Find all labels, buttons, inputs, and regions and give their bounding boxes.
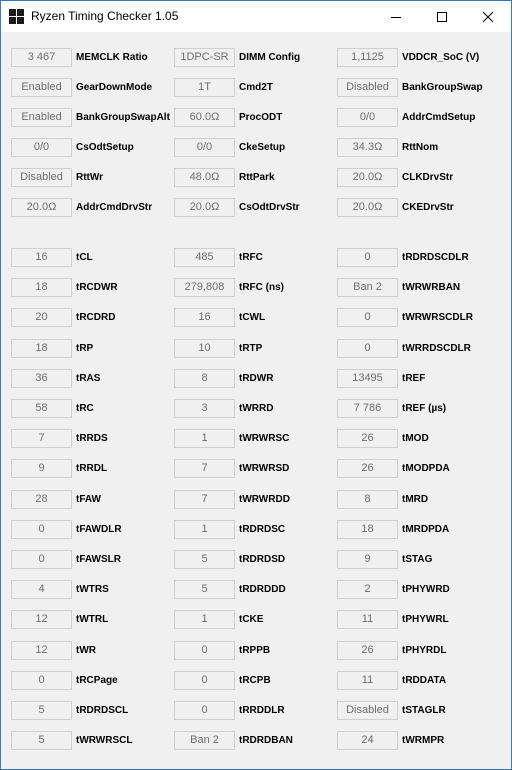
trcdwr-label: tRCDWR — [76, 282, 118, 293]
trfc-ns-value: 279,808 — [174, 278, 235, 297]
tras-label: tRAS — [76, 373, 101, 384]
trdrdsd-value: 5 — [174, 550, 235, 569]
clkdrvstr-value: 20.0Ω — [337, 168, 398, 187]
trrds-label: tRRDS — [76, 433, 108, 444]
tmrdpda-label: tMRDPDA — [402, 524, 450, 535]
twrwrban-value: Ban 2 — [337, 278, 398, 297]
tmrd-value: 8 — [337, 490, 398, 509]
cmd2t-value: 1T — [174, 78, 235, 97]
minimize-button[interactable] — [373, 1, 419, 32]
memclk-ratio-value: 3 467 — [11, 48, 72, 67]
geardownmode-label: GearDownMode — [76, 82, 153, 93]
tmrdpda-value: 18 — [337, 520, 398, 539]
addrcmdsetup-label: AddrCmdSetup — [402, 112, 476, 123]
trdrdscl-label: tRDRDSCL — [76, 705, 129, 716]
trfc-label: tRFC — [239, 252, 263, 263]
trdrdsc-label: tRDRDSC — [239, 524, 286, 535]
geardownmode-value: Enabled — [11, 78, 72, 97]
trdrddd-label: tRDRDDD — [239, 584, 286, 595]
twrrdscdlr-value: 0 — [337, 339, 398, 358]
trcdrd-label: tRCDRD — [76, 312, 116, 323]
twtrl-value: 12 — [11, 610, 72, 629]
twrwrsd-label: tWRWRSD — [239, 463, 290, 474]
twtrs-value: 4 — [11, 580, 72, 599]
tmod-label: tMOD — [402, 433, 429, 444]
tfaw-label: tFAW — [76, 494, 101, 505]
tmrd-label: tMRD — [402, 494, 429, 505]
trdrdsc-value: 1 — [174, 520, 235, 539]
trdrddd-value: 5 — [174, 580, 235, 599]
rttwr-label: RttWr — [76, 172, 104, 183]
tmodpda-label: tMODPDA — [402, 463, 450, 474]
tfawdlr-value: 0 — [11, 520, 72, 539]
trfc-value: 485 — [174, 248, 235, 267]
trdrdscdlr-label: tRDRDSCDLR — [402, 252, 469, 263]
trdrdban-label: tRDRDBAN — [239, 735, 293, 746]
minimize-icon — [390, 11, 402, 23]
trp-label: tRP — [76, 343, 94, 354]
trcpb-label: tRCPB — [239, 675, 271, 686]
app-icon — [9, 9, 24, 24]
trcdwr-value: 18 — [11, 278, 72, 297]
trp-value: 18 — [11, 339, 72, 358]
twrrdscdlr-label: tWRRDSCDLR — [402, 343, 471, 354]
twrwrdd-value: 7 — [174, 490, 235, 509]
tcke-value: 1 — [174, 610, 235, 629]
tcke-label: tCKE — [239, 614, 264, 625]
tphywrd-label: tPHYWRD — [402, 584, 450, 595]
ckedrvstr-label: CKEDrvStr — [402, 202, 454, 213]
tfawdlr-label: tFAWDLR — [76, 524, 122, 535]
timings-panel — [1, 32, 511, 769]
tphywrl-label: tPHYWRL — [402, 614, 449, 625]
trdrdban-value: Ban 2 — [174, 731, 235, 750]
twrwrdd-label: tWRWRDD — [239, 494, 290, 505]
tref-s-label: tREF (µs) — [402, 403, 447, 414]
twr-label: tWR — [76, 645, 96, 656]
trc-value: 58 — [11, 399, 72, 418]
ckesetup-value: 0/0 — [174, 138, 235, 157]
twr-value: 12 — [11, 641, 72, 660]
tphywrd-value: 2 — [337, 580, 398, 599]
addrcmdsetup-value: 0/0 — [337, 108, 398, 127]
trdwr-value: 8 — [174, 369, 235, 388]
trdwr-label: tRDWR — [239, 373, 274, 384]
trcpage-value: 0 — [11, 671, 72, 690]
bankgroupswapalt-label: BankGroupSwapAlt — [76, 112, 170, 123]
trddata-value: 11 — [337, 671, 398, 690]
trdrdsd-label: tRDRDSD — [239, 554, 286, 565]
tmodpda-value: 26 — [337, 459, 398, 478]
rttpark-value: 48.0Ω — [174, 168, 235, 187]
trdrdscdlr-value: 0 — [337, 248, 398, 267]
bankgroupswap-value: Disabled — [337, 78, 398, 97]
title-bar[interactable] — [1, 1, 511, 32]
cmd2t-label: Cmd2T — [239, 82, 273, 93]
trdrdscl-value: 5 — [11, 701, 72, 720]
tfawslr-label: tFAWSLR — [76, 554, 121, 565]
twrwrscdlr-value: 0 — [337, 308, 398, 327]
tfawslr-value: 0 — [11, 550, 72, 569]
trppb-label: tRPPB — [239, 645, 271, 656]
trrds-value: 7 — [11, 429, 72, 448]
twrwrscdlr-label: tWRWRSCDLR — [402, 312, 473, 323]
rttwr-value: Disabled — [11, 168, 72, 187]
twrwrsc-label: tWRWRSC — [239, 433, 290, 444]
twrmpr-label: tWRMPR — [402, 735, 445, 746]
csodtdrvstr-value: 20.0Ω — [174, 198, 235, 217]
trcdrd-value: 20 — [11, 308, 72, 327]
tmod-value: 26 — [337, 429, 398, 448]
trddata-label: tRDDATA — [402, 675, 447, 686]
tstaglr-label: tSTAGLR — [402, 705, 446, 716]
csodtsetup-value: 0/0 — [11, 138, 72, 157]
tref-value: 13495 — [337, 369, 398, 388]
addrcmddrvstr-label: AddrCmdDrvStr — [76, 202, 153, 213]
twrmpr-value: 24 — [337, 731, 398, 750]
tcwl-value: 16 — [174, 308, 235, 327]
trcpb-value: 0 — [174, 671, 235, 690]
tphywrl-value: 11 — [337, 610, 398, 629]
trtp-value: 10 — [174, 339, 235, 358]
dimm-config-value: 1DPC-SR — [174, 48, 235, 67]
maximize-icon — [436, 11, 448, 23]
rttnom-label: RttNom — [402, 142, 439, 153]
csodtdrvstr-label: CsOdtDrvStr — [239, 202, 300, 213]
vddcr-soc-v-value: 1,1125 — [337, 48, 398, 67]
window-title: Ryzen Timing Checker 1.05 — [31, 9, 179, 23]
tstag-value: 9 — [337, 550, 398, 569]
clkdrvstr-label: CLKDrvStr — [402, 172, 454, 183]
close-icon — [482, 11, 494, 23]
memclk-ratio-label: MEMCLK Ratio — [76, 52, 148, 63]
tphyrdl-label: tPHYRDL — [402, 645, 447, 656]
twtrl-label: tWTRL — [76, 614, 109, 625]
procodt-label: ProcODT — [239, 112, 283, 123]
twrwrsd-value: 7 — [174, 459, 235, 478]
addrcmddrvstr-value: 20.0Ω — [11, 198, 72, 217]
tras-value: 36 — [11, 369, 72, 388]
twrrd-label: tWRRD — [239, 403, 274, 414]
trfc-ns-label: tRFC (ns) — [239, 282, 284, 293]
csodtsetup-label: CsOdtSetup — [76, 142, 134, 153]
trtp-label: tRTP — [239, 343, 263, 354]
tcwl-label: tCWL — [239, 312, 266, 323]
trcpage-label: tRCPage — [76, 675, 118, 686]
twrrd-value: 3 — [174, 399, 235, 418]
dimm-config-label: DIMM Config — [239, 52, 301, 63]
trc-label: tRC — [76, 403, 94, 414]
twtrs-label: tWTRS — [76, 584, 109, 595]
rttpark-label: RttPark — [239, 172, 275, 183]
trrdl-value: 9 — [11, 459, 72, 478]
procodt-value: 60.0Ω — [174, 108, 235, 127]
rttnom-value: 34.3Ω — [337, 138, 398, 157]
tref-label: tREF — [402, 373, 426, 384]
trrddlr-label: tRRDDLR — [239, 705, 285, 716]
bankgroupswap-label: BankGroupSwap — [402, 82, 483, 93]
trrdl-label: tRRDL — [76, 463, 108, 474]
tstag-label: tSTAG — [402, 554, 433, 565]
tfaw-value: 28 — [11, 490, 72, 509]
twrwrscl-value: 5 — [11, 731, 72, 750]
twrwrban-label: tWRWRBAN — [402, 282, 461, 293]
maximize-button[interactable] — [419, 1, 465, 32]
ckedrvstr-value: 20.0Ω — [337, 198, 398, 217]
twrwrsc-value: 1 — [174, 429, 235, 448]
close-button[interactable] — [465, 1, 511, 32]
tcl-value: 16 — [11, 248, 72, 267]
bankgroupswapalt-value: Enabled — [11, 108, 72, 127]
tref-s-value: 7 786 — [337, 399, 398, 418]
tcl-label: tCL — [76, 252, 93, 263]
vddcr-soc-v-label: VDDCR_SoC (V) — [402, 52, 480, 63]
trppb-value: 0 — [174, 641, 235, 660]
tstaglr-value: Disabled — [337, 701, 398, 720]
twrwrscl-label: tWRWRSCL — [76, 735, 133, 746]
ckesetup-label: CkeSetup — [239, 142, 286, 153]
trrddlr-value: 0 — [174, 701, 235, 720]
tphyrdl-value: 26 — [337, 641, 398, 660]
